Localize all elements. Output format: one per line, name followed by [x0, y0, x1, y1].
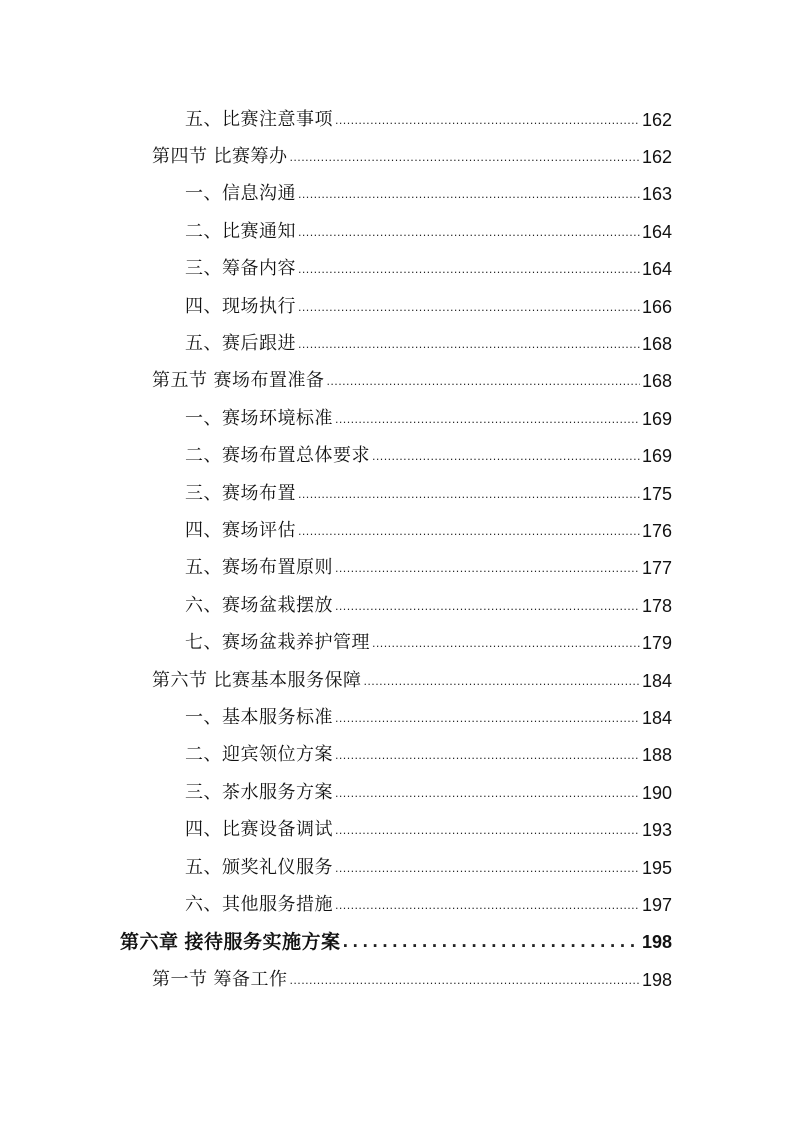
toc-entry-number: 六、 — [185, 893, 222, 915]
toc-entry[interactable] — [0, 176, 793, 213]
toc-entry-number: 一、 — [185, 183, 222, 205]
toc-entry-number: 五、 — [185, 557, 222, 579]
toc-entry-number: 第一节 — [152, 968, 208, 990]
toc-leader-dots — [335, 598, 640, 616]
toc-leader-dots — [298, 261, 640, 279]
toc-leader-dots — [298, 336, 640, 354]
toc-section-entry[interactable] — [0, 363, 793, 400]
toc-entry-title: 茶水服务方案 — [222, 781, 333, 803]
toc-entry-page: 198 — [641, 932, 672, 953]
toc-section-entry[interactable] — [0, 138, 793, 175]
toc-entry-title: 比赛注意事项 — [222, 108, 333, 130]
toc-section-entry[interactable] — [0, 961, 793, 998]
toc-entry-title: 比赛通知 — [222, 220, 296, 242]
toc-entry-page: 193 — [641, 820, 672, 841]
toc-entry-title: 迎宾领位方案 — [222, 744, 333, 766]
toc-leader-dots — [335, 897, 640, 915]
toc-leader-dots — [335, 112, 640, 130]
toc-leader-dots — [298, 299, 640, 317]
toc-entry-title: 赛场布置原则 — [222, 557, 333, 579]
toc-entry-title: 赛场布置准备 — [213, 370, 325, 392]
toc-entry-title: 赛场盆栽摆放 — [222, 594, 333, 616]
toc-entry-page: 184 — [641, 707, 672, 728]
toc-entry-title: 赛场布置总体要求 — [222, 445, 370, 467]
toc-entry-page: 169 — [641, 446, 672, 467]
toc-entry-page: 190 — [641, 782, 672, 803]
toc-entry[interactable] — [0, 624, 793, 661]
toc-entry-page: 168 — [641, 334, 672, 355]
toc-entry-page: 184 — [641, 670, 672, 691]
toc-entry-number: 六、 — [185, 594, 222, 616]
toc-entry-title: 赛后跟进 — [222, 333, 296, 355]
toc-entry-title: 比赛设备调试 — [222, 819, 333, 841]
toc-entry-page: 179 — [641, 633, 672, 654]
toc-entry[interactable] — [0, 213, 793, 250]
toc-entry[interactable] — [0, 550, 793, 587]
toc-leader-dots — [372, 448, 640, 466]
toc-leader-dots — [298, 486, 640, 504]
toc-entry-page: 176 — [641, 520, 672, 541]
toc-leader-dots — [372, 635, 640, 653]
toc-entry-number: 第六章 — [120, 931, 179, 954]
toc-entry-title: 赛场评估 — [222, 519, 296, 541]
toc-entry[interactable] — [0, 699, 793, 736]
toc-leader-dots — [335, 860, 640, 878]
toc-entry-title: 基本服务标准 — [222, 706, 333, 728]
toc-entry-title: 现场执行 — [222, 295, 296, 317]
toc-entry[interactable] — [0, 400, 793, 437]
toc-leader-dots — [335, 411, 640, 429]
toc-entry[interactable] — [0, 811, 793, 848]
toc-entry-page: 175 — [641, 483, 672, 504]
toc-entry[interactable] — [0, 101, 793, 138]
toc-leader-dots — [298, 186, 640, 204]
toc-leader-dots — [335, 822, 640, 840]
toc-entry-title: 筹备内容 — [222, 258, 296, 280]
toc-entry-page: 162 — [641, 109, 672, 130]
toc-leader-dots — [335, 710, 640, 728]
toc-entry-number: 三、 — [185, 482, 222, 504]
toc-entry-number: 七、 — [185, 632, 222, 654]
toc-section-entry[interactable] — [0, 662, 793, 699]
toc-chapter-entry[interactable] — [0, 924, 793, 961]
toc-entry-number: 第四节 — [152, 146, 208, 168]
toc-entry[interactable] — [0, 512, 793, 549]
toc-entry-title: 接待服务实施方案 — [184, 931, 341, 954]
toc-entry[interactable] — [0, 886, 793, 923]
toc-entry-page: 178 — [641, 595, 672, 616]
toc-entry-number: 二、 — [185, 445, 222, 467]
toc-entry-page: 188 — [641, 745, 672, 766]
toc-entry-page: 164 — [641, 259, 672, 280]
toc-entry-number: 四、 — [185, 295, 222, 317]
toc-entry-number: 二、 — [185, 220, 222, 242]
toc-entry-title: 赛场布置 — [222, 482, 296, 504]
toc-entry-page: 169 — [641, 408, 672, 429]
toc-entry-title: 其他服务措施 — [222, 893, 333, 915]
toc-leader-dots — [327, 373, 640, 391]
toc-entry-title: 比赛筹办 — [213, 146, 288, 168]
toc-entry-number: 五、 — [185, 856, 222, 878]
toc-entry-number: 二、 — [185, 744, 222, 766]
toc-entry-number: 三、 — [185, 781, 222, 803]
toc-entry[interactable] — [0, 774, 793, 811]
toc-entry[interactable] — [0, 475, 793, 512]
toc-leader-dots — [290, 972, 640, 990]
toc-entry-number: 四、 — [185, 819, 222, 841]
toc-entry-page: 197 — [641, 894, 672, 915]
toc-leader-dots — [335, 747, 640, 765]
toc-leader-dots — [298, 224, 640, 242]
toc-entry-number: 五、 — [185, 108, 222, 130]
toc-entry-page: 198 — [641, 969, 672, 990]
toc-entry[interactable] — [0, 438, 793, 475]
toc-entry-number: 一、 — [185, 407, 222, 429]
toc-entry[interactable] — [0, 587, 793, 624]
toc-entry[interactable] — [0, 251, 793, 288]
toc-entry-page: 168 — [641, 371, 672, 392]
toc-leader-dots — [343, 933, 640, 951]
toc-entry-page: 164 — [641, 221, 672, 242]
toc-entry-title: 赛场盆栽养护管理 — [222, 632, 370, 654]
toc-entry-page: 166 — [641, 296, 672, 317]
table-of-contents — [0, 101, 793, 998]
toc-entry-number: 三、 — [185, 258, 222, 280]
toc-entry-page: 162 — [641, 147, 672, 168]
toc-leader-dots — [335, 785, 640, 803]
toc-entry[interactable] — [0, 849, 793, 886]
toc-leader-dots — [298, 523, 640, 541]
toc-leader-dots — [290, 149, 640, 167]
toc-entry-page: 177 — [641, 558, 672, 579]
toc-entry-title: 颁奖礼仪服务 — [222, 856, 333, 878]
toc-entry[interactable] — [0, 288, 793, 325]
toc-entry[interactable] — [0, 737, 793, 774]
toc-leader-dots — [335, 560, 640, 578]
toc-entry-title: 筹备工作 — [213, 968, 288, 990]
toc-entry-page: 163 — [641, 184, 672, 205]
toc-leader-dots — [364, 673, 640, 691]
toc-entry-number: 四、 — [185, 519, 222, 541]
toc-entry-number: 第六节 — [152, 669, 208, 691]
toc-entry-number: 第五节 — [152, 370, 208, 392]
toc-entry-page: 195 — [641, 857, 672, 878]
toc-entry-number: 一、 — [185, 706, 222, 728]
toc-entry-title: 赛场环境标准 — [222, 407, 333, 429]
toc-entry-title: 比赛基本服务保障 — [213, 669, 362, 691]
toc-entry-title: 信息沟通 — [222, 183, 296, 205]
toc-entry[interactable] — [0, 325, 793, 362]
toc-entry-number: 五、 — [185, 333, 222, 355]
